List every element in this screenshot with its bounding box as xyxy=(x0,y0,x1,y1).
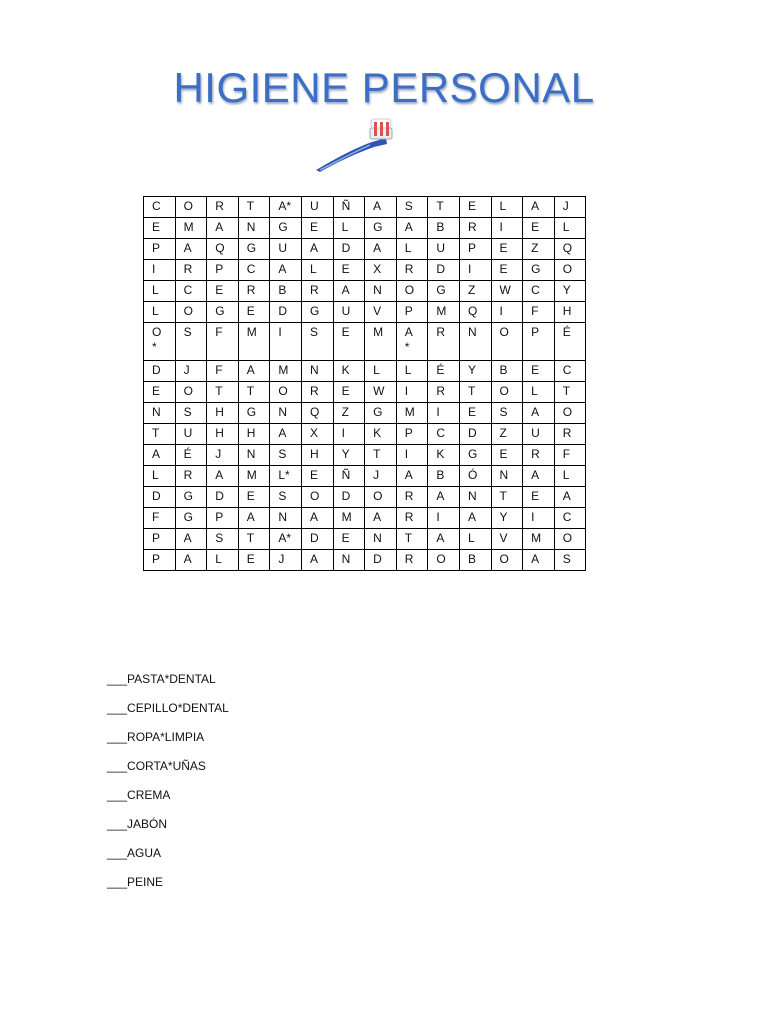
grid-cell: M xyxy=(428,302,460,323)
grid-cell: R xyxy=(175,260,207,281)
grid-cell: L xyxy=(365,361,397,382)
grid-cell: L xyxy=(554,218,586,239)
grid-cell: J xyxy=(207,445,239,466)
grid-cell: R xyxy=(238,281,270,302)
grid-cell: G xyxy=(238,403,270,424)
grid-cell: J xyxy=(270,550,302,571)
grid-cell: P xyxy=(144,239,176,260)
grid-row xyxy=(144,382,586,403)
grid-cell: R xyxy=(207,197,239,218)
grid-cell: T xyxy=(238,382,270,403)
grid-cell: O xyxy=(175,197,207,218)
grid-cell: I xyxy=(428,508,460,529)
grid-cell: K xyxy=(428,445,460,466)
grid-row xyxy=(144,302,586,323)
grid-cell: A xyxy=(301,239,333,260)
grid-cell: T xyxy=(238,529,270,550)
grid-cell: N xyxy=(144,403,176,424)
grid-cell: B xyxy=(270,281,302,302)
grid-cell: P xyxy=(207,260,239,281)
grid-cell: L xyxy=(459,529,491,550)
grid-cell: A xyxy=(301,508,333,529)
grid-cell: O xyxy=(554,260,586,281)
grid-cell: M xyxy=(365,323,397,361)
grid-cell: I xyxy=(491,302,523,323)
grid-cell: R xyxy=(396,508,428,529)
grid-cell: Z xyxy=(491,424,523,445)
grid-cell: O xyxy=(428,550,460,571)
grid-cell: U xyxy=(333,302,365,323)
grid-cell: R xyxy=(428,382,460,403)
grid-cell: E xyxy=(238,550,270,571)
grid-cell: F xyxy=(207,323,239,361)
grid-cell: D xyxy=(333,487,365,508)
grid-cell: K xyxy=(333,361,365,382)
grid-cell: H xyxy=(301,445,333,466)
grid-cell: A xyxy=(144,445,176,466)
grid-cell: N xyxy=(365,281,397,302)
grid-cell: L xyxy=(333,218,365,239)
grid-cell: S xyxy=(270,487,302,508)
grid-cell: H xyxy=(207,403,239,424)
grid-cell: A xyxy=(238,508,270,529)
grid-cell: L xyxy=(207,550,239,571)
grid-cell: I xyxy=(491,218,523,239)
grid-cell: L xyxy=(301,260,333,281)
grid-cell: E xyxy=(144,218,176,239)
grid-cell: B xyxy=(428,466,460,487)
grid-cell: A xyxy=(554,487,586,508)
grid-cell: H xyxy=(207,424,239,445)
grid-cell: R xyxy=(396,260,428,281)
grid-cell: H xyxy=(238,424,270,445)
word-list-item: ___PEINE xyxy=(107,875,164,889)
grid-cell: T xyxy=(428,197,460,218)
grid-cell: O xyxy=(491,550,523,571)
grid-cell: T xyxy=(396,529,428,550)
grid-cell: W xyxy=(365,382,397,403)
grid-row xyxy=(144,260,586,281)
grid-cell: C xyxy=(238,260,270,281)
grid-cell: D xyxy=(207,487,239,508)
grid-cell: O xyxy=(491,323,523,361)
grid-cell: G xyxy=(459,445,491,466)
grid-cell: C xyxy=(144,197,176,218)
grid-cell: G xyxy=(428,281,460,302)
grid-cell: É xyxy=(554,323,586,361)
grid-cell: R xyxy=(396,550,428,571)
grid-row xyxy=(144,239,586,260)
grid-cell: G xyxy=(270,218,302,239)
grid-cell: I xyxy=(144,260,176,281)
grid-cell: R xyxy=(523,445,555,466)
grid-cell: A xyxy=(238,361,270,382)
grid-cell: M xyxy=(238,323,270,361)
grid-cell: T xyxy=(144,424,176,445)
grid-cell: O xyxy=(365,487,397,508)
grid-cell: T xyxy=(459,382,491,403)
grid-cell: L xyxy=(144,281,176,302)
grid-cell: L xyxy=(491,197,523,218)
grid-cell: A xyxy=(428,487,460,508)
grid-cell: E xyxy=(207,281,239,302)
grid-cell: J xyxy=(365,466,397,487)
grid-cell: F xyxy=(554,445,586,466)
grid-cell: I xyxy=(523,508,555,529)
grid-cell: F xyxy=(523,302,555,323)
grid-cell: O * xyxy=(144,323,176,361)
grid-cell: A xyxy=(459,508,491,529)
grid-cell: N xyxy=(270,508,302,529)
grid-row xyxy=(144,508,586,529)
grid-cell: I xyxy=(459,260,491,281)
grid-cell: Q xyxy=(459,302,491,323)
grid-cell: R xyxy=(428,323,460,361)
grid-cell: L xyxy=(144,466,176,487)
grid-cell: L* xyxy=(270,466,302,487)
grid-cell: J xyxy=(175,361,207,382)
grid-cell: E xyxy=(491,260,523,281)
grid-cell: M xyxy=(333,508,365,529)
grid-cell: E xyxy=(333,529,365,550)
grid-row xyxy=(144,361,586,382)
grid-cell: E xyxy=(523,487,555,508)
grid-cell: A xyxy=(270,260,302,281)
grid-cell: A xyxy=(523,403,555,424)
grid-cell: D xyxy=(428,260,460,281)
grid-cell: G xyxy=(207,302,239,323)
grid-cell: E xyxy=(523,218,555,239)
grid-cell: R xyxy=(554,424,586,445)
grid-cell: U xyxy=(270,239,302,260)
grid-cell: E xyxy=(301,466,333,487)
grid-cell: A xyxy=(365,508,397,529)
grid-cell: X xyxy=(301,424,333,445)
grid-cell: L xyxy=(396,239,428,260)
grid-cell: W xyxy=(491,281,523,302)
grid-cell: G xyxy=(365,218,397,239)
grid-row xyxy=(144,487,586,508)
grid-cell: Y xyxy=(554,281,586,302)
grid-cell: C xyxy=(523,281,555,302)
grid-cell: M xyxy=(270,361,302,382)
grid-cell: A xyxy=(523,550,555,571)
grid-cell: D xyxy=(270,302,302,323)
grid-cell: A xyxy=(270,424,302,445)
grid-cell: H xyxy=(554,302,586,323)
grid-cell: S xyxy=(491,403,523,424)
grid-cell: A xyxy=(207,466,239,487)
grid-cell: O xyxy=(175,382,207,403)
grid-row xyxy=(144,466,586,487)
grid-cell: N xyxy=(270,403,302,424)
grid-cell: Z xyxy=(333,403,365,424)
grid-cell: V xyxy=(365,302,397,323)
grid-cell: L xyxy=(554,466,586,487)
grid-cell: A xyxy=(523,466,555,487)
grid-cell: G xyxy=(175,508,207,529)
grid-cell: Z xyxy=(459,281,491,302)
grid-cell: B xyxy=(459,550,491,571)
grid-cell: F xyxy=(144,508,176,529)
grid-cell: D xyxy=(333,239,365,260)
grid-cell: P xyxy=(144,550,176,571)
grid-cell: A xyxy=(523,197,555,218)
grid-cell: Q xyxy=(207,239,239,260)
grid-cell: N xyxy=(301,361,333,382)
grid-cell: Y xyxy=(333,445,365,466)
grid-cell: S xyxy=(270,445,302,466)
grid-cell: E xyxy=(238,302,270,323)
grid-cell: R xyxy=(301,382,333,403)
grid-cell: A xyxy=(175,239,207,260)
grid-cell: M xyxy=(175,218,207,239)
grid-cell: M xyxy=(396,403,428,424)
grid-cell: S xyxy=(301,323,333,361)
grid-row xyxy=(144,218,586,239)
grid-cell: E xyxy=(459,197,491,218)
page-title: HIGIENE PERSONAL xyxy=(173,64,595,111)
grid-cell: J xyxy=(554,197,586,218)
grid-cell: E xyxy=(144,382,176,403)
grid-cell: U xyxy=(175,424,207,445)
grid-cell: P xyxy=(144,529,176,550)
grid-cell: M xyxy=(523,529,555,550)
grid-cell: E xyxy=(523,361,555,382)
grid-cell: D xyxy=(144,487,176,508)
word-list-item: ___ROPA*LIMPIA xyxy=(107,730,205,744)
grid-cell: Y xyxy=(491,508,523,529)
grid-cell: M xyxy=(238,466,270,487)
grid-cell: Q xyxy=(554,239,586,260)
word-list-item: ___JABÓN xyxy=(107,817,168,831)
grid-cell: B xyxy=(491,361,523,382)
grid-row xyxy=(144,403,586,424)
grid-cell: N xyxy=(238,218,270,239)
word-list-item: ___CEPILLO*DENTAL xyxy=(107,701,229,715)
grid-cell: O xyxy=(491,382,523,403)
grid-cell: A xyxy=(396,466,428,487)
grid-cell: T xyxy=(365,445,397,466)
grid-cell: A xyxy=(428,529,460,550)
grid-cell: S xyxy=(175,403,207,424)
grid-cell: A xyxy=(207,218,239,239)
grid-cell: A * xyxy=(396,323,428,361)
grid-cell: O xyxy=(396,281,428,302)
grid-cell: T xyxy=(491,487,523,508)
grid-cell: A* xyxy=(270,197,302,218)
grid-row xyxy=(144,323,586,361)
word-list-item: ___PASTA*DENTAL xyxy=(107,672,216,686)
grid-cell: S xyxy=(554,550,586,571)
grid-cell: G xyxy=(523,260,555,281)
grid-cell: Ó xyxy=(459,466,491,487)
word-list-item: ___AGUA xyxy=(107,846,162,860)
grid-cell: G xyxy=(301,302,333,323)
grid-row xyxy=(144,550,586,571)
grid-cell: L xyxy=(523,382,555,403)
grid-cell: C xyxy=(554,361,586,382)
grid-cell: I xyxy=(428,403,460,424)
grid-row xyxy=(144,197,586,218)
grid-cell: A xyxy=(396,218,428,239)
grid-cell: T xyxy=(207,382,239,403)
grid-cell: Ñ xyxy=(333,197,365,218)
grid-cell: G xyxy=(238,239,270,260)
grid-cell: N xyxy=(491,466,523,487)
grid-cell: O xyxy=(301,487,333,508)
word-search-grid xyxy=(143,196,586,571)
grid-cell: P xyxy=(459,239,491,260)
grid-cell: O xyxy=(175,302,207,323)
grid-cell: L xyxy=(396,361,428,382)
grid-cell: P xyxy=(396,424,428,445)
grid-cell: G xyxy=(365,403,397,424)
grid-cell: É xyxy=(428,361,460,382)
grid-cell: A xyxy=(301,550,333,571)
grid-cell: I xyxy=(333,424,365,445)
grid-cell: C xyxy=(428,424,460,445)
grid-cell: S xyxy=(207,529,239,550)
grid-cell: D xyxy=(365,550,397,571)
grid-cell: K xyxy=(365,424,397,445)
grid-cell: T xyxy=(238,197,270,218)
grid-cell: I xyxy=(396,382,428,403)
grid-cell: O xyxy=(554,403,586,424)
grid-cell: N xyxy=(333,550,365,571)
grid-cell: Ñ xyxy=(333,466,365,487)
grid-cell: G xyxy=(175,487,207,508)
grid-cell: E xyxy=(238,487,270,508)
grid-cell: O xyxy=(554,529,586,550)
grid-cell: P xyxy=(207,508,239,529)
grid-cell: L xyxy=(144,302,176,323)
grid-cell: N xyxy=(459,323,491,361)
grid-cell: P xyxy=(523,323,555,361)
grid-cell: A xyxy=(175,529,207,550)
grid-cell: N xyxy=(238,445,270,466)
grid-row xyxy=(144,445,586,466)
grid-cell: R xyxy=(396,487,428,508)
grid-row xyxy=(144,281,586,302)
word-list xyxy=(107,672,229,904)
grid-cell: C xyxy=(554,508,586,529)
grid-cell: Z xyxy=(523,239,555,260)
grid-cell: A* xyxy=(270,529,302,550)
grid-cell: É xyxy=(175,445,207,466)
grid-cell: A xyxy=(175,550,207,571)
grid-cell: D xyxy=(459,424,491,445)
grid-cell: A xyxy=(333,281,365,302)
grid-cell: Q xyxy=(301,403,333,424)
grid-cell: O xyxy=(270,382,302,403)
grid-cell: A xyxy=(365,239,397,260)
grid-cell: R xyxy=(175,466,207,487)
word-list-item: ___CORTA*UÑAS xyxy=(107,759,206,773)
grid-cell: R xyxy=(301,281,333,302)
grid-cell: I xyxy=(270,323,302,361)
grid-cell: U xyxy=(301,197,333,218)
grid-cell: E xyxy=(459,403,491,424)
grid-cell: V xyxy=(491,529,523,550)
grid-cell: E xyxy=(491,445,523,466)
grid-cell: F xyxy=(207,361,239,382)
grid-cell: C xyxy=(175,281,207,302)
word-list-item: ___CREMA xyxy=(107,788,171,802)
toothbrush-icon xyxy=(310,114,400,176)
grid-cell: E xyxy=(333,382,365,403)
grid-cell: E xyxy=(301,218,333,239)
grid-cell: I xyxy=(396,445,428,466)
grid-cell: E xyxy=(333,323,365,361)
grid-cell: Y xyxy=(459,361,491,382)
grid-cell: T xyxy=(554,382,586,403)
grid-cell: X xyxy=(365,260,397,281)
grid-cell: N xyxy=(459,487,491,508)
grid-cell: U xyxy=(428,239,460,260)
grid-cell: S xyxy=(396,197,428,218)
grid-cell: D xyxy=(301,529,333,550)
grid-row xyxy=(144,529,586,550)
grid-cell: E xyxy=(333,260,365,281)
grid-cell: B xyxy=(428,218,460,239)
grid-cell: U xyxy=(523,424,555,445)
grid-cell: E xyxy=(491,239,523,260)
grid-cell: R xyxy=(459,218,491,239)
grid-row xyxy=(144,424,586,445)
grid-cell: S xyxy=(175,323,207,361)
grid-cell: D xyxy=(144,361,176,382)
grid-cell: N xyxy=(365,529,397,550)
grid-cell: A xyxy=(365,197,397,218)
grid-cell: P xyxy=(396,302,428,323)
